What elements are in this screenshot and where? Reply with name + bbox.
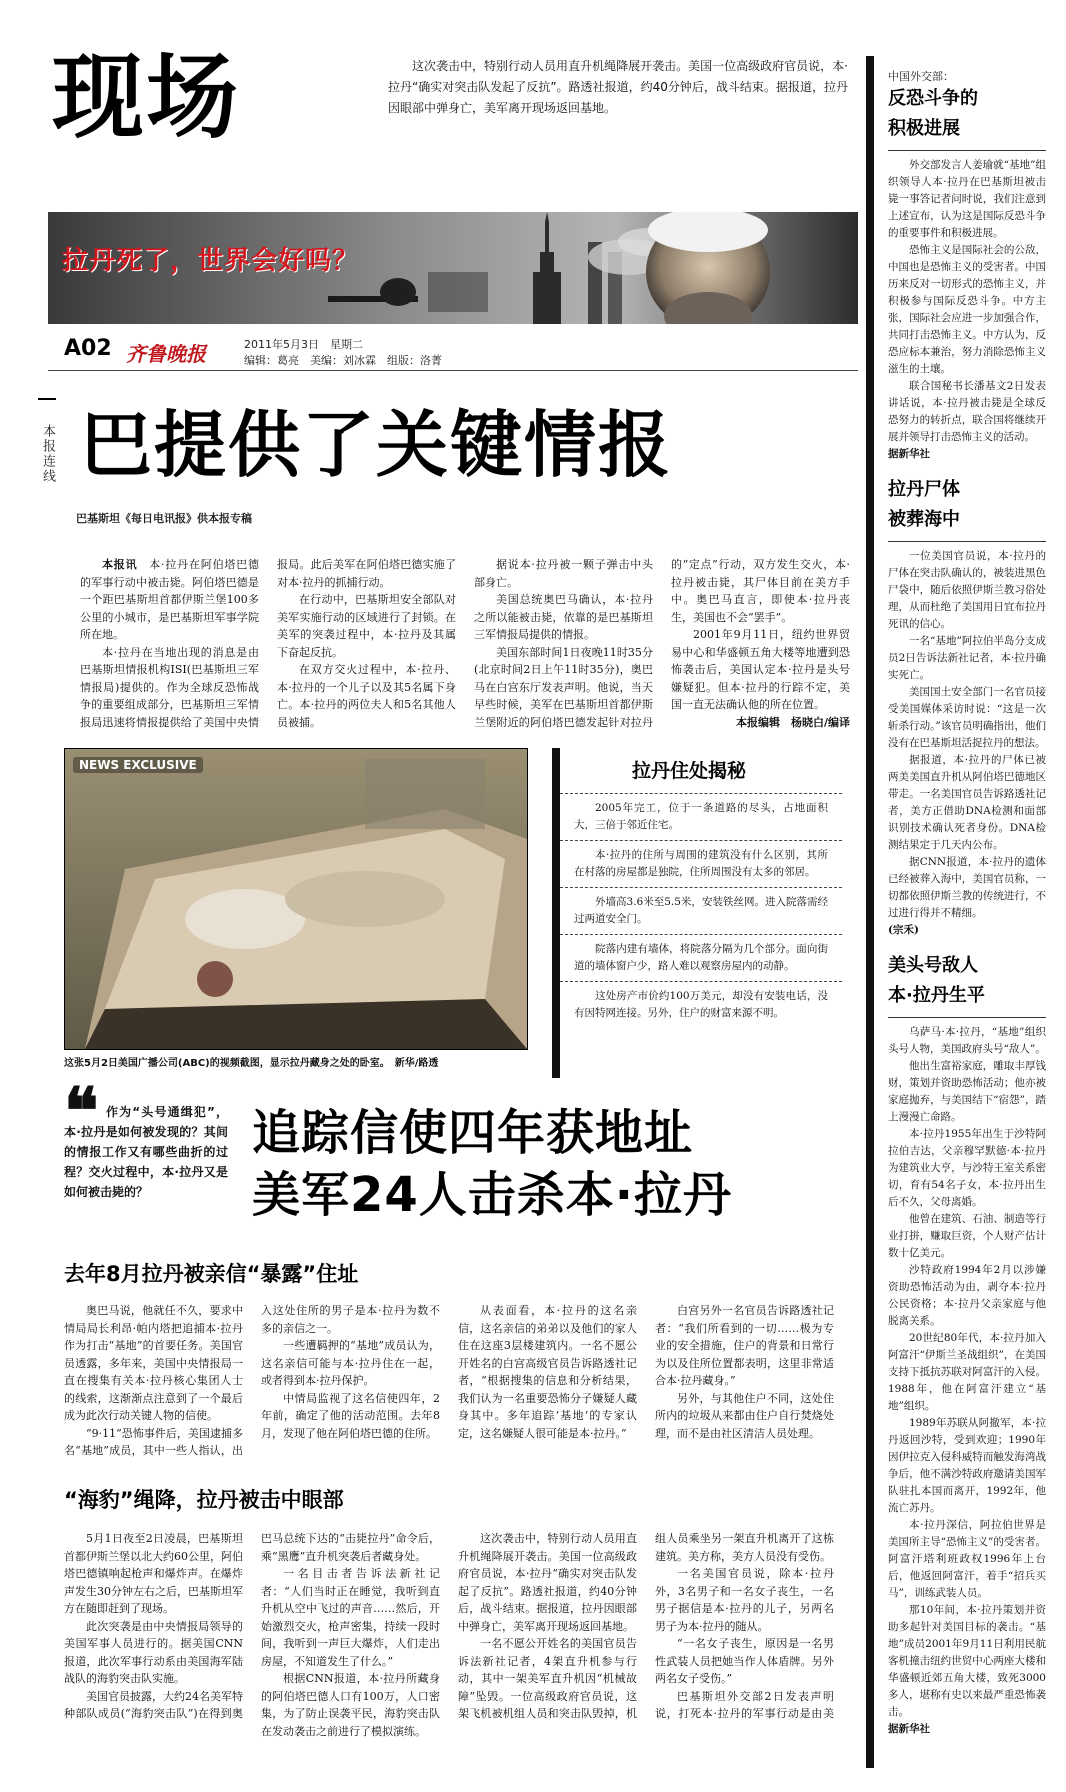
right-col-para: 外交部发言人姜瑜就“基地”组织领导人本·拉丹在巴基斯坦被击毙一事答记者问时说，我们注意到上述宣布，认为这是国际反恐斗争的重要事件和积极进展。	[888, 159, 1046, 239]
right-col-para: 一名“基地”阿拉伯半岛分支成员2日告诉法新社记者，本·拉丹确实死亡。	[888, 635, 1046, 681]
right-col-para: 本·拉丹1955年出生于沙特阿拉伯吉达，父亲穆罕默德·本·拉丹为建筑业大亨，与沙特王室关系密切，育有54名子女，本·拉丹出生后不久，父母离婚。	[888, 1128, 1046, 1208]
secret-item: 2005年完工，位于一条道路的尽头，占地面积大，三倍于邻近住宅。	[560, 794, 842, 841]
article1-para: 本·拉丹在当地出现的消息是由巴基斯坦情报机构ISI(巴基斯坦三军情报局)提供的。作为全球反恐怖战争的重要组成部分，巴基斯坦三军情报局迅速将情报提供给了美国中央情报局。此后美军在阿伯塔巴德实施了对本·拉丹的抓捕行动。	[80, 558, 456, 729]
right-col-para: 美国国土安全部门一名官员接受美国媒体采访时说：“这是一次斩杀行动。”该官员明确指出，他们没有在巴基斯坦活捉拉丹的想法。	[888, 686, 1046, 749]
secrets-title: 拉丹住处揭秘	[560, 748, 842, 794]
masthead	[48, 40, 858, 330]
banner-text: 拉丹死了，世界会好吗？	[62, 246, 360, 276]
article1-para-text: 本·拉丹在阿伯塔巴德的军事行动中被击毙。阿伯塔巴德是一个距巴基斯坦首都伊斯兰堡100多公里的小城市，是巴基斯坦军事学院所在地。	[80, 558, 260, 641]
right-col-sig-2: (宗禾)	[888, 924, 919, 936]
bedroom-photo	[65, 749, 527, 1049]
secrets-box	[552, 748, 842, 1078]
right-col-para: 乌萨马·本·拉丹，“基地”组织头号人物，美国政府头号“敌人”。	[888, 1026, 1046, 1055]
article2-para: 一名目击者告诉法新社记者：“人们当时正在睡觉，我听到直升机从空中飞过的声音……然后，开始激烈交火，枪声密集，持续一段时间，我听到一声巨大爆炸，人们走出房屋，不知道发生了什么。”	[261, 1567, 440, 1668]
article2-para: 白宫另外一名官员告诉路透社记者：“我们所看到的一切……极为专业的安全措施，住户的背景和日常行为以及住所位置都表明，这里非常适合本·拉丹藏身。”	[655, 1304, 834, 1387]
right-col-title-3b: 本·拉丹生平	[888, 981, 1046, 1018]
article2-para: 另外，与其他住户不同，这处住所内的垃圾从来都由住户自行焚烧处理，而不是由社区清洁人员处理。	[655, 1391, 834, 1440]
photo-caption: 这张5月2日美国广播公司(ABC)的视频截图，显示拉丹藏身之处的卧室。 新华/路透	[64, 1058, 439, 1069]
article1-para: 据说本·拉丹被一颗子弹击中头部身亡。	[474, 558, 653, 589]
article2-para: 一名不愿公开姓名的美国官员告诉法新社记者，4架直升机参与行动，其中一架美军直升机因“机械故障”坠毁。一位高级政府官员说，这架飞机被机组人员和突击队毁掉，机组人员乘坐另一架直升机离开了这栋建筑。美方称，美方人员没有受伤。	[458, 1532, 834, 1720]
article2-para: 这次袭击中，特别行动人员用直升机绳降展开袭击。美国一位高级政府官员说，本·拉丹“确实对突击队发起了反抗”。路透社报道，约40分钟后，战斗结束。据报道，拉丹因眼部中弹身亡，美军离开现场返回基地。	[458, 1532, 637, 1633]
banner-image	[48, 212, 858, 324]
article2-subheading-1: 去年8月拉丹被亲信“暴露”住址	[64, 1262, 359, 1286]
article2-para: “9·11”恐怖事件后，美国逮捕多名“基地”成员，其中一些人指认，出入这处住所的男子是本·拉丹为数不多的亲信之一。	[64, 1304, 440, 1457]
article1-para: 美国东部时间1日夜晚11时35分(北京时间2日上午11时35分)，奥巴马在白宫东厅发表声明。他说，当天早些时候，美军在巴基斯坦首都伊斯兰堡附近的阿伯塔巴德发起针对拉丹的“定点”行动，双方发生交火，本·拉丹被击毙，其尸体目前在美方手中。奥巴马直言，即使本·拉丹丧生，美国也不会“罢手”。	[474, 558, 850, 729]
article2-headline-1: 追踪信使四年获地址	[252, 1105, 694, 1161]
right-col-para: 恐怖主义是国际社会的公敌，中国也是恐怖主义的受害者。中国历来反对一切形式的恐怖主义，并积极参与国际反恐斗争。中方主张，国际社会应进一步加强合作，共同打击恐怖主义。中方认为，反恐应标本兼治，努力消除恐怖主义滋生的土壤。	[888, 244, 1046, 375]
secret-item: 本·拉丹的住所与周围的建筑没有什么区别，其所在村落的房屋都是独院，住所周围没有太多的邻居。	[560, 841, 842, 888]
right-col-title-1b: 积极进展	[888, 114, 1046, 151]
right-column	[888, 68, 1046, 1768]
quote-mark-icon: ❝	[64, 1074, 99, 1149]
article1-para: 在双方交火过程中，本·拉丹、本·拉丹的一个儿子以及其5名属下身亡。本·拉丹的两位夫人和5名其他人员被捕。	[277, 663, 456, 729]
article1-para	[80, 556, 259, 644]
article2-para: 一名美国官员说，除本·拉丹外，3名男子和一名女子丧生，一名男子据信是本·拉丹的儿子，另两名男子为本·拉丹的随从。	[655, 1567, 834, 1633]
article1-headline: 巴提供了关键情报	[80, 403, 673, 487]
right-col-para: 1989年苏联从阿撤军，本·拉丹返回沙特，受到欢迎；1990年因伊拉克入侵科威特而触发海湾战争后，他不满沙特政府邀请美国军队驻扎本国而离开，1992年，他流亡苏丹。	[888, 1417, 1046, 1514]
article1-body	[80, 556, 850, 734]
right-col-para: 20世纪80年代，本·拉丹加入阿富汗“伊斯兰圣战组织”，在美国支持下抵抗苏联对阿富汗的入侵。1988年，他在阿富汗建立“基地”组织。	[888, 1332, 1046, 1412]
section-title: 现场	[52, 44, 241, 151]
article2-para: 根据CNN报道，本·拉丹所藏身的阿伯塔巴德人口有100万，人口密集，为了防止误袭平民，海豹突击队在发动袭击之前进行了模拟演练。	[261, 1672, 440, 1738]
right-col-para: 本·拉丹深信，阿拉伯世界是美国所主导“恐怖主义”的受害者。阿富汗塔利班政权1996年上台后，他返回阿富汗，着手“招兵买马”，训练武装人员。	[888, 1519, 1046, 1599]
article2-section2-body	[64, 1530, 834, 1756]
article1-source: 巴基斯坦《每日电讯报》供本报专稿	[76, 512, 252, 525]
article1-para: 2001年9月11日，纽约世界贸易中心和华盛顿五角大楼等地遭到恐怖袭击后，美国认定本·拉丹是头号嫌疑犯。但本·拉丹的行踪不定，美国一直无法确认他的所在位置。	[671, 628, 850, 711]
right-col-sig-1: 据新华社	[888, 448, 930, 460]
secret-item: 外墙高3.6米至5.5米，安装铁丝网。进入院落需经过两道安全门。	[560, 888, 842, 935]
article2-para: 从表面看，本·拉丹的这名亲信，这名亲信的弟弟以及他们的家人住在这座3层楼建筑内。一名不愿公开姓名的白宫高级官员告诉路透社记者，“根据搜集的信息和分析结果，我们认为一名重要恐怖分子嫌疑人藏身其中。多年追踪‘基地’的专家认定，这名嫌疑人很可能是本·拉丹。”	[458, 1304, 637, 1440]
right-col-para: 联合国秘书长潘基文2日发表讲话说，本·拉丹被击毙是全球反恐努力的转折点，联合国将继续开展并领导打击恐怖主义的活动。	[888, 380, 1046, 443]
article1-lead-bold: 本报讯	[102, 558, 138, 571]
right-col-para: 据报道，本·拉丹的尸体已被两美美国直升机从阿伯塔巴德地区带走。一名美国官员告诉路透社记者，美方正借助DNA检测和面部识别技术确认死者身份。DNA检测结果定于几天内公布。	[888, 754, 1046, 851]
article2-para: 奥巴马说，他就任不久，要求中情局局长利昂·帕内塔把追捕本·拉丹作为打击“基地”的首要任务。美国官员透露，多年来，美国中央情报局一直在搜集有关本·拉丹核心集团人士的线索，这渐渐点注意到了一个最后成为此次行动关键人物的信使。	[64, 1304, 243, 1422]
article2-para: 此次突袭是由中央情报局领导的美国军事人员进行的。据美国CNN报道，此次军事行动系由美国海军陆战队的海豹突击队实施。	[64, 1619, 243, 1685]
right-col-para: 他曾在建筑、石油、制造等行业打拼，赚取巨资，个人财产估计数十亿美元。	[888, 1213, 1046, 1259]
paper-name: 齐鲁晚报	[126, 342, 206, 366]
article1-para: 在行动中，巴基斯坦安全部队对美军实施行动的区域进行了封锁。在美军的突袭过程中，本·拉丹及其属下奋起反抗。	[277, 593, 456, 659]
article2-subheading-2: “海豹”绳降，拉丹被击中眼部	[64, 1488, 344, 1512]
issue-date: 2011年5月3日 星期二	[244, 338, 363, 351]
right-col-title-2a: 拉丹尸体	[888, 479, 960, 500]
right-col-para: 他出生富裕家庭，雕取丰厚钱财，策划并资助恐怖活动；他亦被家庭抛弃，与美国结下“宿怨”，踏上漫漫亡命路。	[888, 1060, 1046, 1123]
article2-headline-2: 美军24人击杀本·拉丹	[252, 1167, 733, 1223]
right-col-para: 据CNN报道，本·拉丹的遗体已经被葬入海中，美国官员称，一切都依照伊斯兰教的传统进行，不过进行得并不精细。	[888, 856, 1046, 919]
editor-credits: 编辑：葛亮 美编：刘冰霖 组版：洛菁	[244, 354, 442, 367]
news-exclusive-badge: NEWS EXCLUSIVE	[73, 757, 203, 773]
right-col-para: 沙特政府1994年2月以涉嫌资助恐怖活动为由，剥夺本·拉丹公民资格；本·拉丹父亲家庭与他脱离关系。	[888, 1264, 1046, 1327]
masthead-lead-text: 这次袭击中，特别行动人员用直升机绳降展开袭击。美国一位高级政府官员说，本·拉丹“确实对突击队发起了反抗”。路透社报道，约40分钟后，战斗结束。据报道，拉丹因眼部中弹身亡，美军离开现场返回基地。	[388, 59, 848, 115]
article2-para: 5月1日夜至2日凌晨，巴基斯坦首都伊斯兰堡以北大约60公里，阿伯塔巴德镇响起枪声和爆炸声。在爆炸声发生30分钟左右之后，巴基斯坦军方在随即赶到了现场。	[64, 1532, 243, 1615]
right-col-title-1a: 反恐斗争的	[888, 88, 978, 109]
right-col-title-2b: 被葬海中	[888, 505, 1046, 542]
article2-para: 巴基斯坦外交部2日发表声明说，打死本·拉丹的军事行动是由美	[655, 1689, 834, 1720]
right-col-sig-3: 据新华社	[888, 1723, 930, 1735]
masthead-divider	[48, 370, 858, 371]
article2-para: “一名女子丧生，原因是一名男性武装人员把她当作人体盾牌。另外两名女子受伤。”	[655, 1637, 834, 1685]
article2-para: 美国官员披露，大约24名美军特种部队成员(“海豹突击队”)在得到奥巴马总统下达的“击毙拉丹”命令后，乘“黑鹰”直升机突袭后者藏身处。	[64, 1532, 440, 1720]
right-col-title-3a: 美头号敌人	[888, 955, 978, 976]
photo-frame	[64, 748, 528, 1050]
article2-section1-body	[64, 1302, 834, 1472]
secret-item: 院落内建有墙体，将院落分隔为几个部分。面向街道的墙体窗户少，路人难以观察房屋内的动静。	[560, 935, 842, 982]
right-col-para: 一位美国官员说，本·拉丹的尸体在突击队确认的，被装进黑色尸袋中，随后依照伊斯兰教习俗处理，从而杜绝了美国用日宜布拉丹死讯的信心。	[888, 550, 1046, 630]
article1-signature: 本报编辑 杨晓白/编译	[735, 715, 850, 729]
side-label	[38, 398, 56, 530]
page-number: A02	[64, 336, 112, 361]
quote-text: 作为“头号通缉犯”，本·拉丹是如何被发现的？其间的情报工作又有哪些曲折的过程？交火过程中，本·拉丹又是如何被击毙的？	[64, 1105, 228, 1199]
article2-para: 中情局监视了这名信使四年，2年前，确定了他的活动范围。去年8月，发现了他在阿伯塔巴德的住所。	[261, 1391, 440, 1440]
side-label-text: 本报连线	[40, 424, 55, 484]
article2-para: 一些遭羁押的“基地”成员认为，这名亲信可能与本·拉丹住在一起，或者得到本·拉丹保护。	[261, 1339, 440, 1387]
secret-item: 这处房产市价约100万美元，却没有安装电话，没有因特网连接。另外，住户的财富来源不明。	[574, 990, 828, 1019]
right-col-para: 那10年间，本·拉丹策划并资助多起针对美国目标的袭击。“基地”成员2001年9月11日利用民航客机撞击纽约世贸中心两座大楼和华盛顿近郊五角大楼，致死3000多人，堪称有史以来最严重恐怖袭击。	[888, 1604, 1046, 1718]
right-column-rule	[866, 56, 874, 1768]
article1-para: 美国总统奥巴马确认，本·拉丹之所以能被击毙，依靠的是巴基斯坦三军情报局提供的情报。	[474, 593, 653, 641]
right-col-label: 中国外交部：	[888, 70, 954, 83]
